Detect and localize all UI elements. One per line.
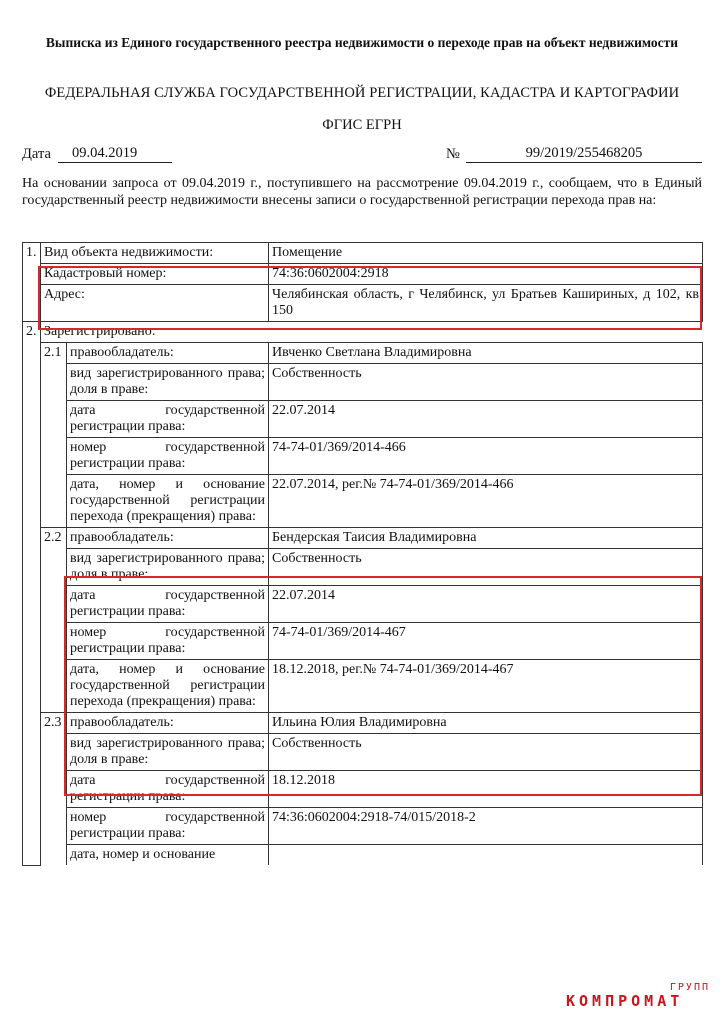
agency-name: ФЕДЕРАЛЬНАЯ СЛУЖБА ГОСУДАРСТВЕННОЙ РЕГИСТРАЦИИ, КАДАСТРА И КАРТОГРАФИИ <box>44 85 680 101</box>
holder-number: 2.2 <box>41 528 67 713</box>
holder-value: Бендерская Таисия Владимировна <box>269 528 703 549</box>
right-kind-label: вид зарегистрированного права; доля в праве: <box>67 549 269 586</box>
reg-number-label: номер государственной регистрации права: <box>67 438 269 475</box>
transfer-value <box>269 845 703 866</box>
registered-label: Зарегистрировано: <box>41 322 703 343</box>
system-name: ФГИС ЕГРН <box>322 117 402 133</box>
transfer-value: 18.12.2018, рег.№ 74-74-01/369/2014-467 <box>269 660 703 713</box>
number-label: № <box>446 146 460 162</box>
holder-label: правообладатель: <box>67 343 269 364</box>
holder-label: правообладатель: <box>67 528 269 549</box>
watermark-main-text: КОМПРОМАТ <box>566 992 684 1010</box>
section-number: 2. <box>23 322 41 866</box>
document-title: Выписка из Единого государственного реестра недвижимости о переходе прав на объект недвижимости <box>45 35 679 50</box>
table-row <box>23 285 703 322</box>
reg-date-label: дата государственной регистрации права: <box>67 586 269 623</box>
holder-number: 2.3 <box>41 713 67 866</box>
table-row <box>23 401 703 438</box>
holder-label: правообладатель: <box>67 713 269 734</box>
reg-number-label: номер государственной регистрации права: <box>67 623 269 660</box>
right-kind-value: Собственность <box>269 549 703 586</box>
reg-date-value: 22.07.2014 <box>269 401 703 438</box>
table-row <box>23 322 703 343</box>
address-value: Челябинская область, г Челябинск, ул Братьев Кашириных, д 102, кв 150 <box>269 285 703 322</box>
table-row <box>23 343 703 364</box>
table-row <box>23 528 703 549</box>
table-row <box>23 243 703 264</box>
right-kind-value: Собственность <box>269 364 703 401</box>
transfer-label: дата, номер и основание государственной регистрации перехода (прекращения) права: <box>67 660 269 713</box>
table-row <box>23 808 703 845</box>
watermark-small-text: ГРУПП <box>669 982 710 993</box>
holder-value: Ивченко Светлана Владимировна <box>269 343 703 364</box>
transfer-value: 22.07.2014, рег.№ 74-74-01/369/2014-466 <box>269 475 703 528</box>
reg-number-label: номер государственной регистрации права: <box>67 808 269 845</box>
watermark-logo <box>566 982 716 1022</box>
table-row <box>23 438 703 475</box>
right-kind-label: вид зарегистрированного права; доля в праве: <box>67 364 269 401</box>
address-label: Адрес: <box>41 285 269 322</box>
reg-date-value: 18.12.2018 <box>269 771 703 808</box>
reg-date-label: дата государственной регистрации права: <box>67 401 269 438</box>
date-value: 09.04.2019 <box>58 144 172 163</box>
table-row <box>23 660 703 713</box>
reg-date-value: 22.07.2014 <box>269 586 703 623</box>
reg-number-value: 74-74-01/369/2014-467 <box>269 623 703 660</box>
table-row <box>23 264 703 285</box>
reg-number-value: 74:36:0602004:2918-74/015/2018-2 <box>269 808 703 845</box>
right-kind-label: вид зарегистрированного права; доля в праве: <box>67 734 269 771</box>
date-number-row <box>22 144 702 164</box>
table-row <box>23 623 703 660</box>
holder-number: 2.1 <box>41 343 67 528</box>
table-row <box>23 364 703 401</box>
table-row <box>23 845 703 866</box>
holder-value: Ильина Юлия Владимировна <box>269 713 703 734</box>
section-number: 1. <box>23 243 41 322</box>
reg-date-label: дата государственной регистрации права: <box>67 771 269 808</box>
cadastral-number-label: Кадастровый номер: <box>41 264 269 285</box>
table-row <box>23 771 703 808</box>
transfer-label: дата, номер и основание государственной регистрации перехода (прекращения) права: <box>67 475 269 528</box>
cadastral-number-value: 74:36:0602004:2918 <box>269 264 703 285</box>
date-label: Дата <box>22 146 51 162</box>
table-row <box>23 586 703 623</box>
intro-paragraph: На основании запроса от 09.04.2019 г., поступившего на рассмотрение 09.04.2019 г., сообщаем, что в Единый государственный реестр недвижимости внесены записи о государственной регистрации перехода прав на: <box>22 176 702 208</box>
object-type-value: Помещение <box>269 243 703 264</box>
reg-number-value: 74-74-01/369/2014-466 <box>269 438 703 475</box>
object-type-label: Вид объекта недвижимости: <box>41 243 269 264</box>
table-row <box>23 713 703 734</box>
number-value: 99/2019/255468205 <box>466 144 702 163</box>
transfer-label: дата, номер и основание <box>67 845 269 866</box>
table-row <box>23 475 703 528</box>
table-row <box>23 734 703 771</box>
table-row <box>23 549 703 586</box>
rights-table <box>22 242 703 866</box>
right-kind-value: Собственность <box>269 734 703 771</box>
